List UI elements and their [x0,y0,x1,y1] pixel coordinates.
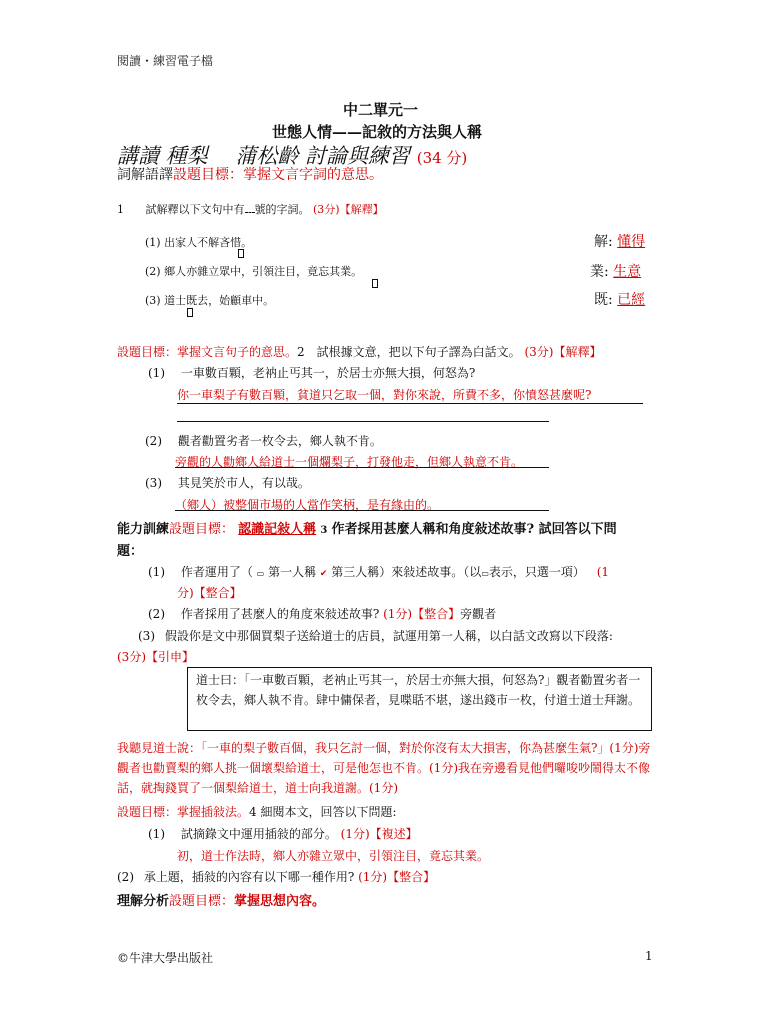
question-4-text: 4 細閱本文，回答以下問題: [249,805,397,819]
unit-title: 中二單元一 [343,101,419,119]
ability-sub-2 [148,605,496,622]
analysis-goal-text: 掌握思想內容。 [234,894,326,909]
translate-item-1-number: (1) [148,366,165,380]
insert-sub-1 [148,825,418,842]
vocab-item-2-key: 業: [590,264,609,280]
analysis-heading: 理解分析 [117,894,170,909]
translate-item-3-answer: （鄉人）被整個市場的人當作笑柄，是有緣由的。 [175,498,440,512]
ability-sub-2-answer: 旁觀者 [460,607,497,621]
answer-line [175,510,549,511]
answer-line [177,421,549,422]
lesson-total-score: (34 分) [416,149,468,167]
vocab-item-3-answer: 已經 [617,292,646,308]
lesson-title-main: 講讀 種梨 蒲松齡 討論與練習 [117,144,411,168]
vocab-item-2-label: (2) 鄉人亦雜立眾中，引領注目，竟忘其業。 [145,265,363,278]
question-2-score: (3分)【解釋】 [524,345,602,359]
answer-line [177,403,643,404]
vocab-heading: 詞解語譯 [117,167,173,183]
checkbox-icon: ▭ [481,569,489,578]
question-3-row [117,518,617,537]
vocab-item-1-answer: 懂得 [617,234,646,250]
vocab-item-3-label: (3) 道士既去，始顧車中。 [145,294,275,307]
ability-sub-3-text: 假設你是文中那個買梨子送給道士的店員，試運用第一人稱，以白話文改寫以下段落: [164,629,613,643]
translate-item-1-answer: 你一車梨子有數百顆，貧道只乞取一個，對你來說，所費不多，你憤怒甚麼呢? [177,388,592,402]
insert-sub-2-text: 承上題，插敍的內容有以下哪一種作用? [143,870,355,884]
translate-item-3 [145,474,310,491]
insert-sub-2 [117,868,435,885]
question-3-text-continued: 題： [117,544,144,559]
unit-subtitle: 世態人情——記敘的方法與人稱 [272,123,483,141]
answer-line [175,467,549,468]
translate-item-3-text: 其見笑於市人，有以哉。 [177,476,310,490]
underline-marker-icon [372,279,378,288]
question-1-text2: 號的字詞。 [254,203,310,216]
checkbox-icon: ▭ [256,569,265,578]
translate-item-2 [145,432,382,449]
vocab-item-3-answer-row [594,289,645,309]
vocab-section-heading [117,164,383,184]
ability-sub-2-text: 作者採用了甚麼人的角度來敍述故事? [180,607,380,621]
insert-sub-1-text: 試摘錄文中運用插敍的部分。 [180,827,337,841]
source-passage-box [187,667,652,731]
ability-sub-1-text: 作者運用了（ [180,565,253,579]
ability-sub-1-number: (1) [148,565,165,579]
ability-sub-3-score: (3分)【引申】 [117,650,194,664]
insert-sub-1-score: (1分)【複述】 [340,827,418,841]
ability-goal-label: 設題目標： [169,522,235,537]
document-header: 閱讀・練習電子檔 [117,54,214,68]
insert-sub-2-score: (1分)【整合】 [358,870,436,884]
ability-sub-1-tail: ）來敍述故事。（以 [379,565,482,579]
question-1 [117,201,384,217]
ability-sub-3 [138,627,613,644]
ability-heading: 能力訓練 [117,522,170,537]
ability-sub-1-score-a: (1 [596,565,610,579]
translate-item-2-number: (2) [145,434,162,448]
insert-sub-1-number: (1) [148,827,165,841]
ability-sub-3-answer: 我聽見道士說：「一車的梨子數百個，我只乞討一個，對於你沒有太大損害，你為甚麼生氣?」(1分)旁觀者也勸賣梨的鄉人挑一個壞梨給道士，可是他怎也不肯。(1分)我在旁邊看見他們囉唆吵鬧得太不像話，就掏錢買了一個梨給道士，道士向我道謝。(1分) [117,741,651,795]
question-4-row [117,803,397,820]
vocab-goal: 設題目標：掌握文言字詞的意思。 [173,167,383,183]
translate-item-1 [148,364,475,381]
vocab-item-3-key: 既: [594,292,613,308]
analysis-goal-label: 設題目標： [169,894,235,909]
question-1-number: 1 [117,203,124,216]
question-2-text: 2 試根據文意，把以下句子譯為白話文。 [297,345,521,359]
translate-item-3-number: (3) [145,476,162,490]
ability-goal-text: 認識記敍人稱 [238,522,317,537]
vocab-item-1-answer-row [594,231,645,251]
ability-sub-2-score: (1分)【整合】 [383,607,461,621]
source-passage-text: 道士曰：「一車數百顆，老衲止丐其一，於居士亦無大損，何怒為?」觀者勸置劣者一枚令去，鄉人執不肯。肆中傭保者，見喋聒不堪，遂出錢市一枚，付道士道士拜謝。 [196,673,641,707]
question-3-number: 3 [320,525,328,536]
translate-item-1-text: 一車數百顆，老衲止丐其一，於居士亦無大損，何怒為? [180,366,476,380]
translate-item-2-answer: 旁觀的人勸鄉人給道士一個爛梨子，打發他走，但鄉人執意不肯。 [175,455,524,469]
translate-goal: 設題目標：掌握文言句子的意思。 [117,345,298,359]
insert-sub-1-answer: 初，道士作法時，鄉人亦雜立眾中，引領注目，竟忘其業。 [177,849,490,863]
ability-sub-1 [148,563,609,580]
translate-item-2-text: 觀者勸置劣者一枚令去，鄉人執不肯。 [177,434,382,448]
footer-publisher: ©牛津大學出版社 [117,951,214,965]
question-3-text: 作者採用甚麼人稱和角度敍述故事? 試回答以下問 [331,522,617,537]
vocab-item-2-answer: 生意 [613,264,642,280]
page-number: 1 [645,949,653,963]
ability-sub-1-option-1: 第一人稱 [268,565,317,579]
insert-sub-2-number: (2) [117,870,134,884]
insert-goal: 設題目標：掌握插敍法。 [117,805,250,819]
ability-sub-3-number: (3) [138,629,155,643]
ability-sub-2-number: (2) [148,607,165,621]
vocab-item-1-key: 解: [594,234,613,250]
ability-sub-1-option-2: 第三人稱 [331,565,380,579]
question-1-score: (3分)【解釋】 [313,203,384,216]
vocab-item-2-answer-row [590,261,641,281]
ability-sub-1-tail-2: 表示，只選一項） [488,565,585,579]
ability-sub-1-score-b: 分)【整合】 [177,586,242,600]
checkmark-icon: ✔ [319,569,328,579]
vocab-item-1-label: (1) 出家人不解吝惜。 [145,236,253,249]
question-1-text: 試解釋以下文句中有 [145,203,245,216]
underline-marker-icon [187,308,193,317]
analysis-row [117,890,325,909]
question-2-row [117,343,601,360]
underline-marker-icon [238,249,244,258]
